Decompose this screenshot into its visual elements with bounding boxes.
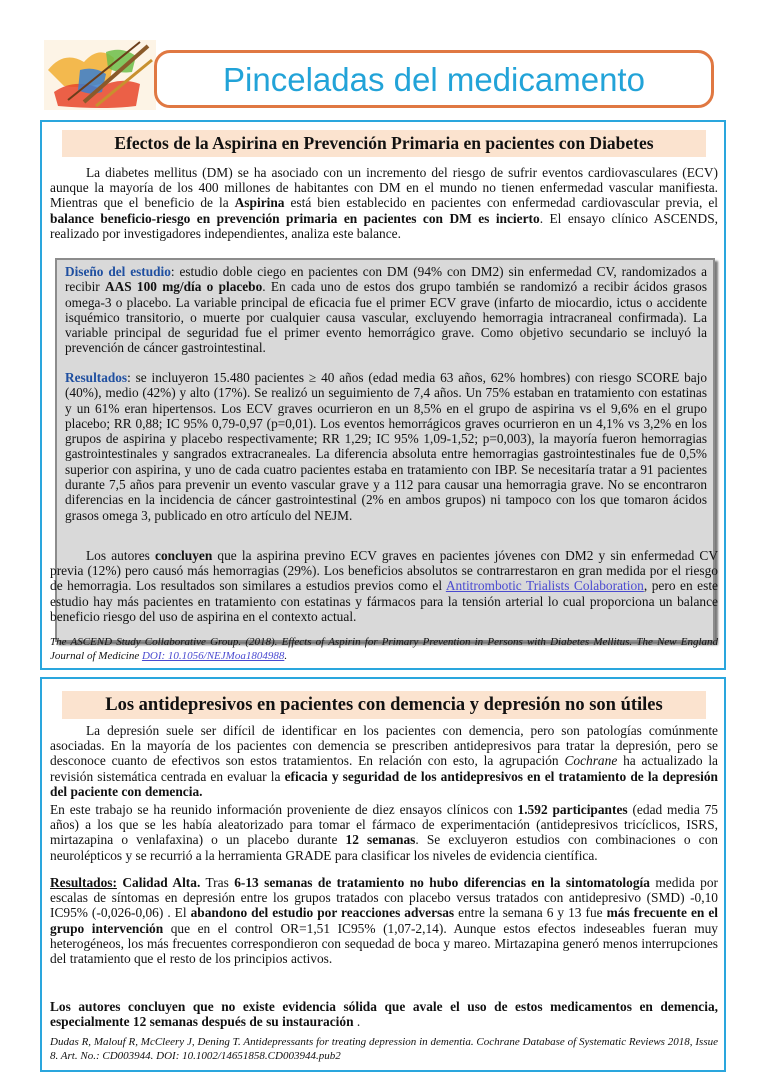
- article-aspirin-title: Efectos de la Aspirina en Prevención Primaria en pacientes con Diabetes: [62, 130, 706, 157]
- p3-text: medida por escalas de síntomas en depresión entre los grupos tratados con placebo versus tratados con antidepresivo (SMD) -0,10 IC95% (-0,026-0,06) . El: [50, 875, 718, 921]
- design-text: : estudio doble ciego en pacientes con DM (94% con DM2) sin enfermedad CV, randomizados a recibir: [65, 264, 707, 295]
- design-dose: AAS 100 mg/día o placebo: [105, 279, 263, 295]
- page-title: Pinceladas del medicamento: [223, 61, 645, 98]
- conclusion-text: , pero en este estudio hay más pacientes en tratamiento con estatinas y fármacos para la tensión arterial lo cual proporciona un balance beneficio riesgo del uso de aspirina en el contexto actual.: [50, 578, 718, 624]
- p3-bold: abandono del estudio por reacciones adversas: [190, 905, 455, 921]
- conclusion-text: Los autores: [86, 548, 155, 563]
- study-design: [65, 264, 707, 356]
- p3-bold: 6-13 semanas de tratamiento no hubo diferencias en la sintomatología: [234, 875, 650, 890]
- results-label: Resultados: [65, 370, 128, 385]
- paint-brushes-icon: [44, 40, 156, 110]
- p1-text: ha actualizado la revisión sistemática centrada en evaluar la: [50, 753, 719, 784]
- article-antidepressants-title: Los antidepresivos en pacientes con demencia y depresión no son útiles: [62, 691, 706, 719]
- intro-aspirina: Aspirina: [234, 195, 285, 211]
- article-aspirin: [40, 120, 726, 670]
- doi-link[interactable]: DOI: 10.1056/NEJMoa1804988: [141, 650, 285, 662]
- p4-conclusion: Los autores concluyen que no existe evidencia sólida que avale el uso de estos medicamentos en demencia, especialmente 12 semanas después de su instauración: [50, 999, 718, 1030]
- p2-weeks: 12 semanas: [345, 832, 416, 848]
- article-antidepressants-reference: Dudas R, Malouf R, McCleery J, Dening T. Antidepressants for treating depression in dementia. Cochrane Database of Systematic Reviews 2018, Issue 8. Art. No.: CD003944. DOI: 10.1002/14651858.CD003944.pub2: [50, 1036, 718, 1062]
- p2-text: . Se excluyeron estudios con combinaciones o con neurolépticos y se recurrió a la herramienta GRADE para clasificar los niveles de evidencia científica.: [50, 832, 718, 863]
- p1-bold: eficacia y seguridad de los antidepresivos en el tratamiento de la depresión del paciente con demencia.: [50, 768, 718, 799]
- att-collaboration-link[interactable]: Antitrombotic Trialists Colaboration: [445, 578, 644, 594]
- p3-text: entre la semana 6 y 13 fue: [454, 905, 607, 921]
- antidep-paragraph-4: [50, 999, 718, 1029]
- intro-text: . El ensayo clínico ASCENDS, realizado por investigadores independientes, analiza este balance.: [50, 210, 718, 241]
- results-text: : se incluyeron 15.480 pacientes ≥ 40 años (edad media 63 años, 62% hombres) con riesgo SCORE bajo (40%), medio (42%) y alto (17%). Se realizó un seguimiento de 7,4 años. Un 75% estaban en tratamiento con estatinas y un 61% eran hipertensos. Los ECV graves ocurrieron en un 8,5% en el grupo de aspirina vs el 9,6% en el grupo placebo; RR 0,88; IC 95% 0,79-0,97 (p=0,01). Los eventos hemorrágicos graves ocurrieron en un 4,1% vs 3,2% en los grupos de aspirina y placebo respectivamente; RR 1,29; IC 95% 1,09-1,52; p=0,003), la mayoría fueron hemorragias gastrointestinales y sangrados extracraneales. La diferencia absoluta entre hemorragias gastrointestinales fue de 0,5% superior con aspirina, y uno de cada cuatro pacientes estaba en tratamiento con IBP. Se necesitaría tratar a 91 pacientes durante 7,5 años para prevenir un evento vascular grave y a 112 para causar una hemorragia grave. No se encontraron diferencias en la incidencia de cáncer gastrointestinal (2% en ambos grupos) ni tampoco con los que tomaron ácidos grasos omega 3, publicado en otro artículo del NEJM.: [65, 370, 707, 523]
- article-aspirin-conclusion: [50, 548, 718, 624]
- p2-text: En este trabajo se ha reunido información proveniente de diez ensayos clínicos con: [50, 802, 518, 817]
- p2-participants: 1.592 participantes: [517, 802, 628, 817]
- p3-text: que en el control OR=1,51 IC95% (1,07-2,14). Aunque estos efectos indeseables fueran muy heterogéneos, los más frecuentes correspondieron con sequedad de boca y mareo. Mirtazapina generó menos interrupciones del tratamiento que el resto de los principios activos.: [50, 920, 719, 967]
- p3-text: Tras: [200, 875, 235, 890]
- design-text: . En cada uno de estos dos grupo también se randomizó a recibir ácidos grasos omega-3 o placebo. La variable principal de eficacia fue el primer ECV grave (infarto de miocardio, ictus o accidente isquémico transitorio, o muerte por cualquier causa vascular, excluyendo hemorragia intracraneal confirmada). La variable principal de seguridad fue el primer evento hemorrágico grave. Como objetivo secundario se incluyó la prevención de cáncer gastrointestinal.: [65, 279, 707, 356]
- article-aspirin-reference: [50, 635, 718, 663]
- conclusion-text: que la aspirina previno ECV graves en pacientes jóvenes con DM2 y sin enfermedad CV previa (12%) pero causó más hemorragias (29%). Los beneficios absolutos se contrarrestaron en gran medida por el riesgo de hemorragia. Los resultados son similares a estudios previos como el: [50, 548, 718, 594]
- intro-text: está bien establecido en pacientes con enfermedad cardiovascular previa, el: [284, 195, 718, 211]
- p1-text: La depresión suele ser difícil de identificar en los pacientes con demencia, pero son patologías comúnmente asociadas. En la mayoría de los pacientes con demencia se prescriben antidepresivos para tratar la depresión, pero se desconoce cuanto de efectivos son estos tratamientos. En relación con esto, la agrupación: [50, 723, 718, 769]
- article-antidepressants: [40, 677, 726, 1072]
- antidep-paragraph-1: [50, 723, 718, 799]
- p3-results-label: Resultados:: [50, 875, 117, 890]
- antidep-paragraph-3: [50, 875, 718, 966]
- antidep-paragraph-2: [50, 802, 718, 863]
- p1-cochrane: Cochrane: [564, 753, 618, 769]
- design-label: Diseño del estudio: [65, 264, 171, 279]
- conclusion-keyword: concluyen: [155, 548, 213, 563]
- reference-end: .: [284, 650, 288, 662]
- reference-text: The ASCEND Study Collaborative Group. (2018). Effects of Aspirin for Primary Prevention in Persons with Diabetes Mellitus. The New England Journal of Medicine: [50, 636, 718, 662]
- p3-bold: más frecuente en el grupo intervención: [50, 905, 718, 936]
- study-results: [65, 370, 707, 523]
- intro-text: La diabetes mellitus (DM) se ha asociado con un incremento del riesgo de sufrir eventos cardiovasculares (ECV) aunque la mayoría de los 400 millones de habitantes con DM en el mundo no tienen enfermedad vascular manifiesta. Mientras que el beneficio de la: [50, 165, 718, 211]
- p3-quality: Calidad Alta.: [116, 875, 201, 890]
- article-aspirin-intro: [50, 165, 718, 241]
- intro-balance: balance beneficio-riesgo en prevención primaria en pacientes con DM es incierto: [50, 210, 540, 226]
- p2-text: (edad media 75 años) a los que se les había aleatorizado para tomar el fármaco de experimentación (antidepresivos tricíclicos, ISRS, mirtazapina o venlafaxina) o un placebo durante: [50, 802, 719, 848]
- p4-text: .: [353, 1014, 361, 1030]
- header-banner: [154, 50, 714, 108]
